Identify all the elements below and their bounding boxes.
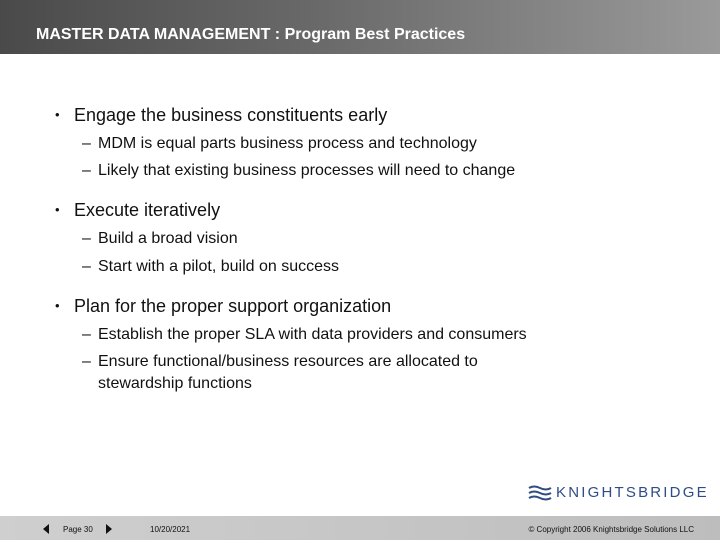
footer-bar — [0, 516, 720, 540]
sub-bullet-dash: – — [82, 162, 91, 179]
footer-date: 10/20/2021 — [150, 525, 191, 534]
copyright-text: © Copyright 2006 Knightsbridge Solutions LLC — [528, 525, 694, 534]
slide-title: MASTER DATA MANAGEMENT : Program Best Practices — [36, 26, 466, 43]
sub-bullet-text: Build a broad vision — [98, 230, 238, 247]
sub-bullet-text: Ensure functional/business resources are allocated to stewardship functions — [98, 353, 478, 392]
bullet-dot: • — [55, 202, 60, 217]
bullet-text: Plan for the proper support organization — [74, 296, 392, 316]
bullet-dot: • — [55, 298, 60, 313]
logo-waves-icon — [528, 484, 552, 502]
logo-wordmark: KNIGHTSBRIDGE — [556, 484, 709, 501]
bullet-text: Engage the business constituents early — [74, 105, 388, 125]
sub-bullet-text: Likely that existing business processes will need to change — [98, 162, 516, 179]
sub-bullet-dash: – — [82, 353, 91, 370]
sub-bullet-dash: – — [82, 326, 91, 343]
sub-bullet-dash: – — [82, 258, 91, 275]
bullet-dot: • — [55, 107, 60, 122]
sub-bullet-text: MDM is equal parts business process and technology — [98, 135, 477, 152]
sub-bullet-text: Start with a pilot, build on success — [98, 258, 340, 275]
triangle-right-icon[interactable] — [106, 524, 112, 534]
sub-bullet-dash: – — [82, 135, 91, 152]
bullet-text: Execute iteratively — [74, 200, 221, 220]
title-bar — [0, 0, 720, 54]
page-number: Page 30 — [63, 525, 93, 534]
sub-bullet-text: Establish the proper SLA with data providers and consumers — [98, 326, 527, 343]
sub-bullet-dash: – — [82, 230, 91, 247]
triangle-left-icon[interactable] — [43, 524, 49, 534]
